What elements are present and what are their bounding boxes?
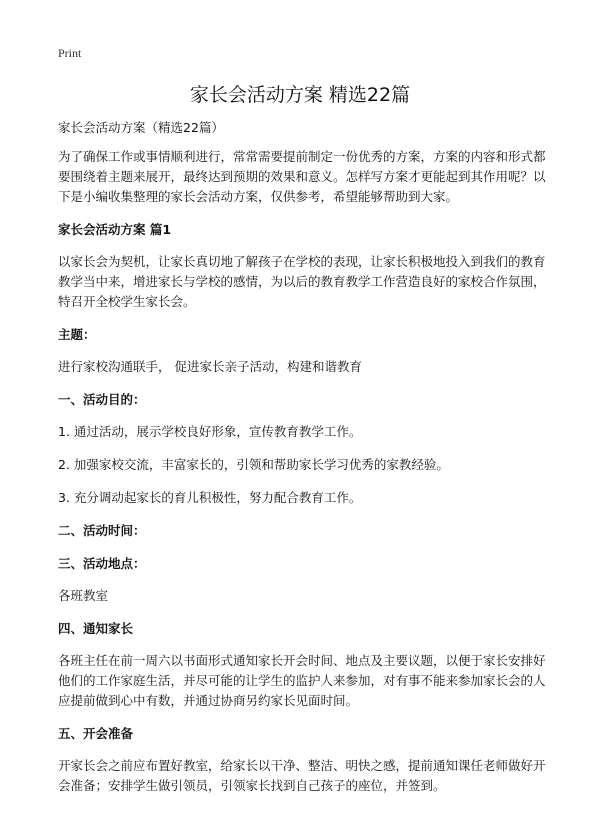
prep-text: 开家长会之前应布置好教室，给家长以干净、整洁、明快之感，提前通知课任老师做好开会准备；安排学生做引领员，引领家长找到自己孩子的座位，并签到。 [58,758,546,793]
place-text: 各班教室 [58,588,109,603]
notify-text: 各班主任在前一周六以书面形式通知家长开会时间、地点及主要议题，以便于家长安排好他们的工作家庭生活，并尽可能的让学生的监护人来参加，对有事不能来参加家长会的人应提前做到心中有数，并通过协商另约家长见面时间。 [58,653,546,708]
purpose-item: 2. 加强家校交流，丰富家长的，引领和帮助家长学习优秀的家教经验。 [58,457,449,472]
section-paragraph: 以家长会为契机，让家长真切地了解孩子在学校的表现，让家长积极地投入到我们的教育教学当中来，增进家长与学校的感情，为以后的教育教学工作营造良好的家校合作氛围，特召开全校学生家长会。 [58,254,546,309]
purpose-heading: 一、活动目的： [58,392,146,407]
print-link[interactable]: Print [58,46,82,60]
article-subtitle: 家长会活动方案（精选22篇） [58,120,224,135]
time-heading: 二、活动时间： [58,523,146,538]
prep-heading: 五、开会准备 [58,726,134,741]
intro-paragraph: 为了确保工作或事情顺利进行，常常需要提前制定一份优秀的方案，方案的内容和形式都要围绕着主题来展开，最终达到预期的效果和意义。怎样写方案才更能起到其作用呢？以下是小编收集整理的家长会活动方案，仅供参考，希望能够帮助到大家。 [58,149,546,204]
theme-text: 进行家校沟通联手， 促进家长亲子活动，构建和谐教育 [58,359,362,374]
purpose-item: 3. 充分调动起家长的育儿积极性，努力配合教育工作。 [58,490,362,505]
theme-label: 主题： [58,327,96,342]
notify-heading: 四、通知家长 [58,621,134,636]
place-heading: 三、活动地点： [58,556,146,571]
purpose-item: 1. 通过活动，展示学校良好形象，宣传教育教学工作。 [58,424,362,439]
section-heading: 家长会活动方案 篇1 [58,222,172,237]
article-body [58,118,550,807]
page-title: 家长会活动方案 精选22篇 [189,84,411,106]
